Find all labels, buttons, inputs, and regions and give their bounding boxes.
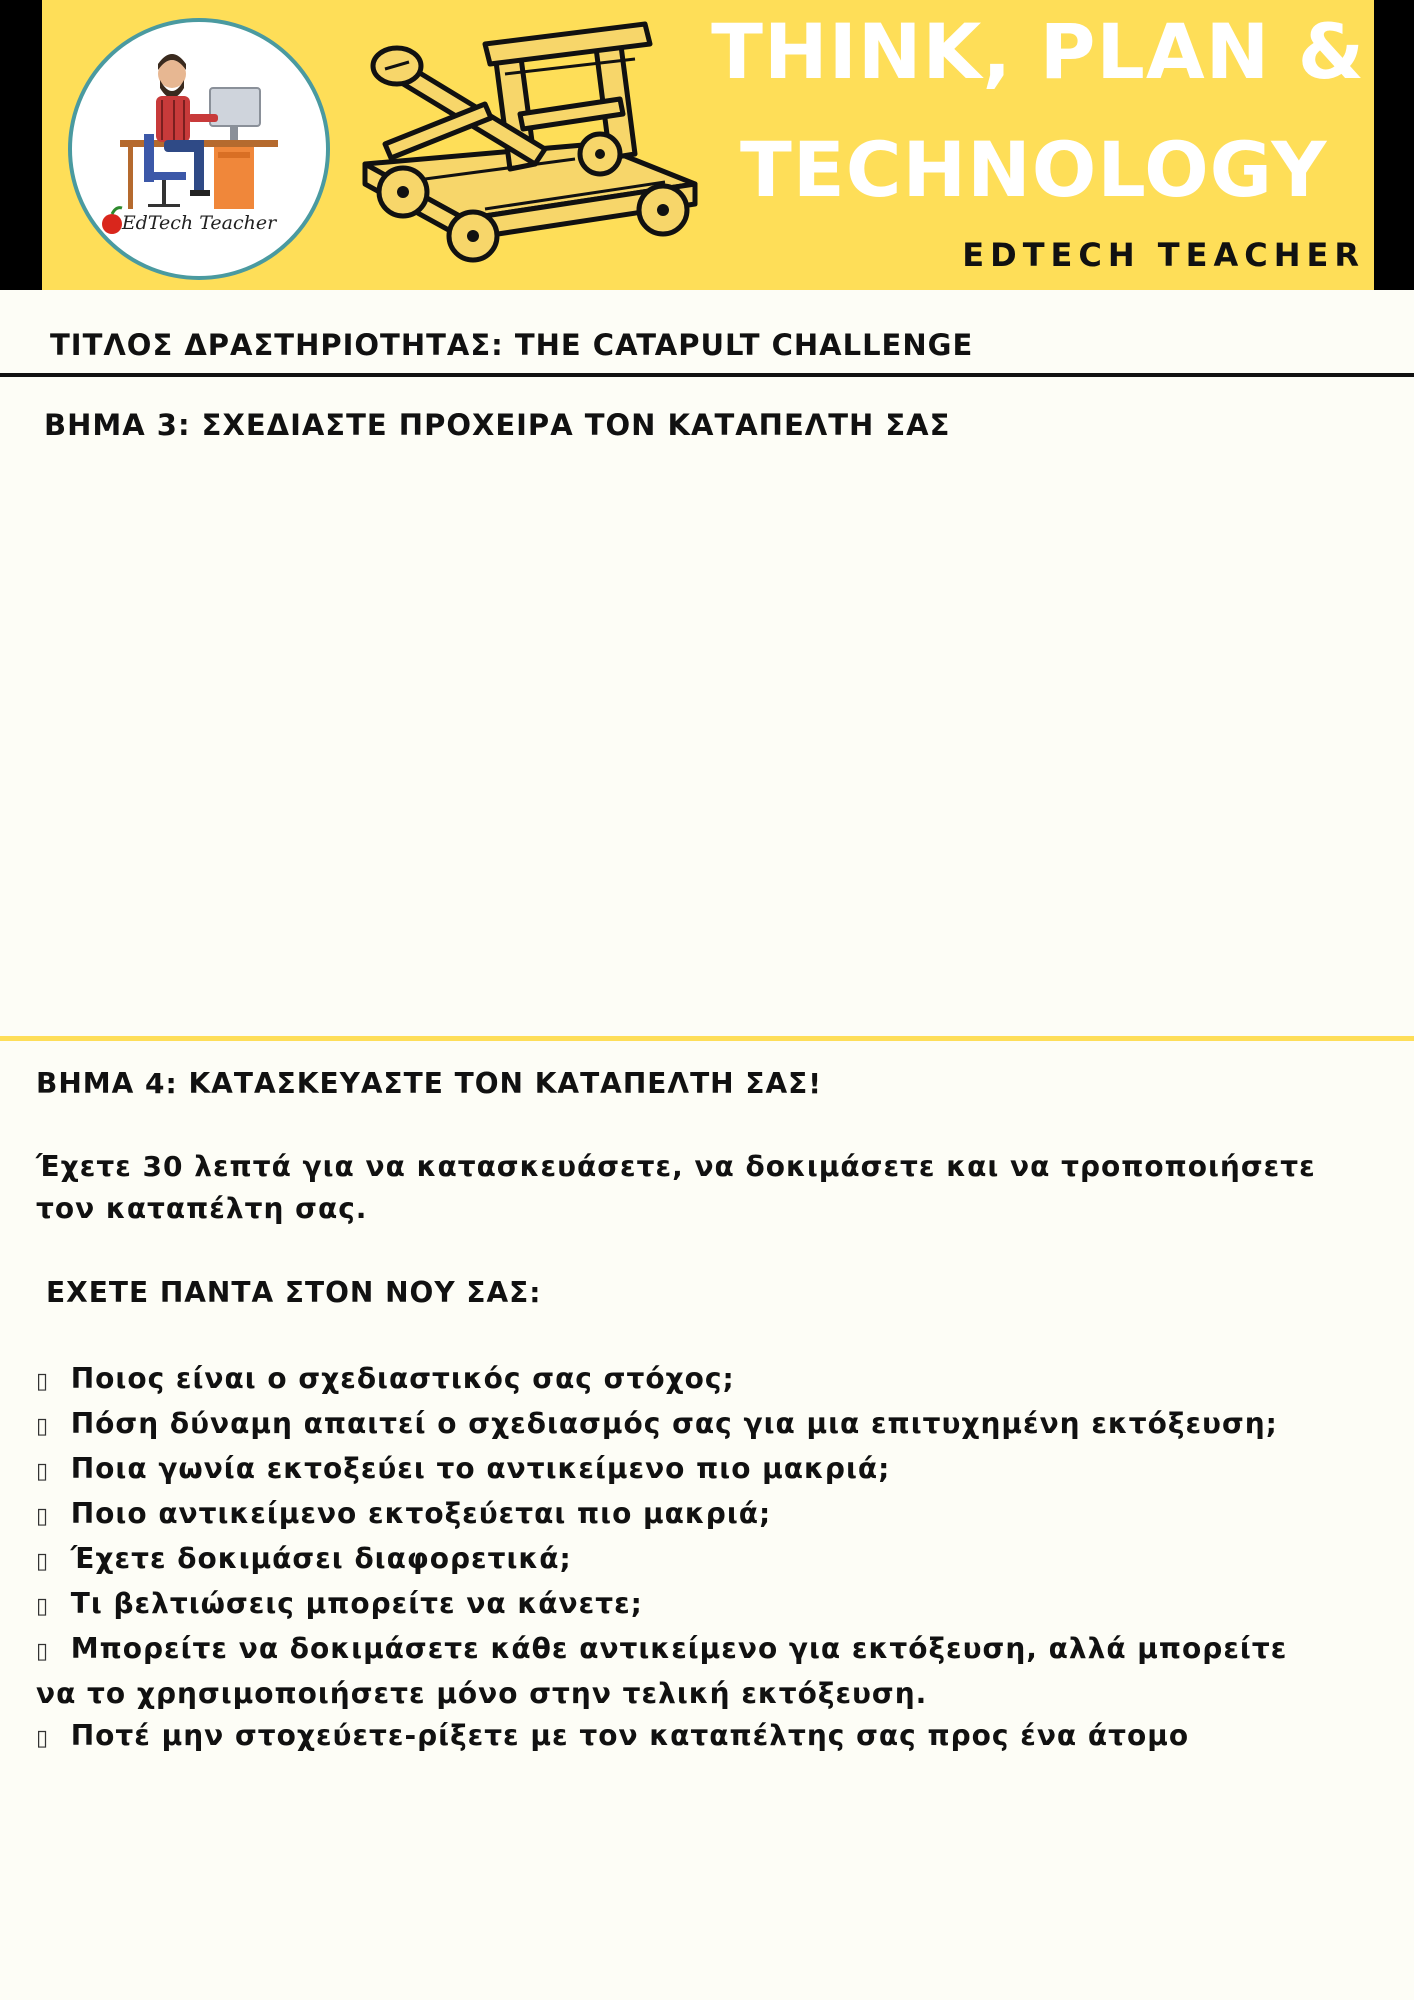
checkbox-placeholder-icon: ▯: [36, 1594, 50, 1619]
list-item: ▯ Τι βελτιώσεις μπορείτε να κάνετε;: [36, 1583, 1287, 1628]
keep-in-mind-heading: ΕΧΕΤΕ ΠΑΝΤΑ ΣΤΟΝ ΝΟΥ ΣΑΣ:: [46, 1276, 542, 1309]
logo-caption: EdTech Teacher: [121, 212, 277, 234]
list-item: ▯ Μπορείτε να δοκιμάσετε κάθε αντικείμενο για εκτόξευση, αλλά μπορείτε: [36, 1628, 1287, 1673]
list-item: ▯ Ποιο αντικείμενο εκτοξεύεται πιο μακριά;: [36, 1493, 1287, 1538]
catapult-illustration-icon: [345, 14, 715, 264]
header-right-bar: [1374, 0, 1414, 290]
intro-line: Έχετε 30 λεπτά για να κατασκευάσετε, να δοκιμάσετε και να τροποποιήσετε: [36, 1150, 1316, 1183]
list-item: ▯ Έχετε δοκιμάσει διαφορετικά;: [36, 1538, 1287, 1583]
list-item-continuation: να το χρησιμοποιήσετε μόνο στην τελική εκτόξευση.: [36, 1677, 928, 1710]
checkbox-placeholder-icon: ▯: [36, 1639, 50, 1664]
checkbox-placeholder-icon: ▯: [36, 1414, 50, 1439]
checkbox-placeholder-icon: ▯: [36, 1504, 50, 1529]
checkbox-placeholder-icon: ▯: [36, 1726, 50, 1751]
divider-yellow: [0, 1036, 1414, 1041]
list-item: ▯ Ποια γωνία εκτοξεύει το αντικείμενο πιο μακριά;: [36, 1448, 1287, 1493]
header-title-line-1: THINK, PLAN &: [711, 7, 1365, 96]
list-item: ▯ Ποιος είναι ο σχεδιαστικός σας στόχος;: [36, 1358, 1287, 1403]
activity-title: ΤΙΤΛΟΣ ΔΡΑΣΤΗΡΙΟΤΗΤΑΣ: THE CATAPULT CHALLENGE: [50, 328, 974, 362]
header-left-bar: [0, 0, 42, 290]
intro-line: τον καταπέλτη σας.: [36, 1192, 368, 1225]
header-brand: EDTECH TEACHER: [962, 236, 1365, 274]
sketch-area: [0, 450, 1414, 1030]
checkbox-placeholder-icon: ▯: [36, 1549, 50, 1574]
step-4-intro: [36, 1146, 1316, 1230]
header-title-line-2: TECHNOLOGY: [740, 125, 1328, 214]
checklist: [36, 1358, 1287, 1760]
list-item: ▯ Πόση δύναμη απαιτεί ο σχεδιασμός σας για μια επιτυχημένη εκτόξευση;: [36, 1403, 1287, 1448]
checkbox-placeholder-icon: ▯: [36, 1369, 50, 1394]
list-item: ▯ Ποτέ μην στοχεύετε-ρίξετε με τον καταπέλτης σας προς ένα άτομο: [36, 1715, 1287, 1760]
edtech-teacher-logo: [68, 18, 330, 280]
step-4-title: ΒΗΜΑ 4: ΚΑΤΑΣΚΕΥΑΣΤΕ ΤΟΝ ΚΑΤΑΠΕΛΤΗ ΣΑΣ!: [36, 1067, 823, 1100]
teacher-at-desk-icon: [72, 22, 326, 276]
checkbox-placeholder-icon: ▯: [36, 1459, 50, 1484]
divider-black: [0, 373, 1414, 377]
step-3-title: ΒΗΜΑ 3: ΣΧΕΔΙΑΣΤΕ ΠΡΟΧΕΙΡΑ ΤΟΝ ΚΑΤΑΠΕΛΤΗ ΣΑΣ: [44, 408, 951, 442]
